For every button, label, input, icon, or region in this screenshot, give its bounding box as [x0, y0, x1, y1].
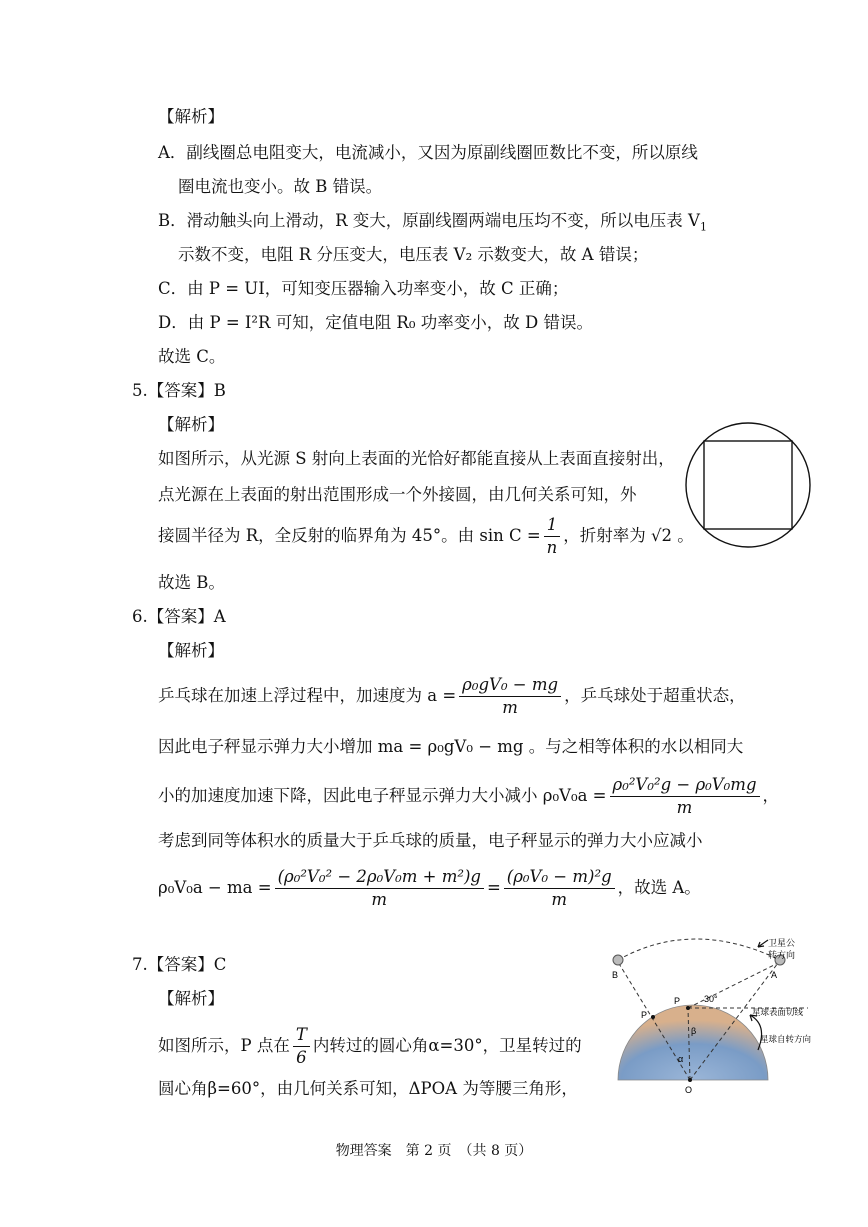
q6-jiexi-label: 【解析】: [158, 641, 224, 660]
q7-line1: [158, 1024, 582, 1069]
q5-jiexi-label: 【解析】: [158, 415, 224, 434]
q6-fraction-1: [459, 674, 561, 719]
label-beta: β: [691, 1026, 697, 1036]
q4-jiexi-label: 【解析】: [158, 107, 224, 126]
q6-line3-text-b: ，: [762, 786, 780, 805]
q6-fraction-1-den: m: [502, 698, 518, 717]
q5-fraction-den: n: [546, 538, 558, 557]
q6-fraction-2-den: m: [676, 798, 693, 817]
annotation-tangent: 星球表面切线: [752, 1007, 804, 1017]
q6-line1-text-a: 乒乓球在加速上浮过程中，加速度为 a =: [158, 686, 457, 705]
q6-line5: [158, 866, 701, 911]
point-O: [688, 1078, 692, 1082]
q7-line1-text-a: 如图所示，P 点在: [158, 1036, 290, 1055]
q4-option-b-sub: 1: [699, 220, 707, 234]
q6-line4: 考虑到同等体积水的质量大于乒乓球的质量，电子秤显示的弹力大小应减小: [158, 831, 703, 850]
label-P: P: [674, 996, 681, 1006]
q4-option-a-line2: 圈电流也变小。故 B 错误。: [178, 177, 383, 196]
satellite-B: [613, 955, 623, 965]
q5-line3-text-b: ，折射率为 √2 。: [563, 526, 694, 545]
q6-line3: [158, 774, 779, 819]
q4-option-c: C．由 P = UI，可知变压器输入功率变小，故 C 正确；: [158, 279, 569, 298]
q6-fraction-4-den: m: [551, 890, 568, 909]
q6-answer: 6.【答案】A: [132, 607, 226, 626]
q7-line1-text-b: 内转过的圆心角α=30°，卫星转过的: [312, 1036, 582, 1055]
q5-line3-text-a: 接圆半径为 R，全反射的临界角为 45°。由 sin C =: [158, 526, 541, 545]
satellite-orbit-arc: [618, 939, 780, 960]
q6-line2: 因此电子秤显示弹力大小增加 ma = ρ₀gV₀ − mg 。与之相等体积的水以相同大: [158, 737, 744, 756]
annotation-revolution-1: 卫星公: [768, 938, 796, 948]
q6-fraction-3: [275, 866, 484, 911]
label-P-initial: P: [641, 1010, 648, 1020]
q6-line3-text-a: 小的加速度加速下降，因此电子秤显示弹力大小减小 ρ₀V₀a =: [158, 786, 607, 805]
q6-fraction-3-num: (ρ₀²V₀² − 2ρ₀V₀m + m²)g: [275, 866, 484, 889]
q5-answer: 5.【答案】B: [132, 381, 226, 400]
q4-option-b-line2: 示数不变，电阻 R 分压变大，电压表 V₂ 示数变大，故 A 错误；: [178, 245, 649, 264]
point-P-initial: [651, 1015, 655, 1019]
q7-jiexi-label: 【解析】: [158, 989, 224, 1008]
q5-conclusion: 故选 B。: [158, 573, 225, 592]
inscribed-square: [704, 441, 792, 529]
label-B: B: [612, 970, 619, 980]
label-30-degrees: 30°: [704, 994, 718, 1004]
q6-line1: [158, 674, 746, 719]
q6-fraction-4: [504, 866, 615, 911]
q5-fraction-num: 1: [544, 514, 561, 537]
q6-fraction-2-num: ρ₀²V₀²g − ρ₀V₀mg: [610, 774, 760, 797]
q7-fraction-num: T: [293, 1024, 310, 1047]
q6-line1-text-b: ，乒乓球处于超重状态，: [564, 686, 746, 705]
q6-fraction-4-num: (ρ₀V₀ − m)²g: [504, 866, 615, 889]
point-P: [686, 1006, 690, 1010]
q6-line5-text-b: ，故选 A。: [617, 878, 701, 897]
q7-line2: 圆心角β=60°，由几何关系可知，ΔPOA 为等腰三角形，: [158, 1079, 578, 1098]
annotation-revolution-2: 转方向: [768, 950, 796, 960]
q5-line1: 如图所示，从光源 S 射向上表面的光恰好都能直接从上表面直接射出，: [158, 449, 675, 468]
q6-fraction-1-num: ρ₀gV₀ − mg: [459, 674, 561, 697]
page-footer: 物理答案 第 2 页 （共 8 页）: [335, 1143, 533, 1159]
q5-line2: 点光源在上表面的射出范围形成一个外接圆，由几何关系可知，外: [158, 485, 637, 504]
q5-fraction: [544, 514, 561, 559]
q7-fraction-den: 6: [296, 1048, 307, 1067]
q6-fraction-2: [610, 774, 760, 819]
q4-option-b-line1: [158, 210, 707, 238]
label-A: A: [771, 970, 778, 980]
line-P-A: [688, 963, 778, 1008]
q4-option-b-text: B．滑动触头向上滑动，R 变大，原副线圈两端电压均不变，所以电压表 V: [158, 211, 700, 230]
q7-satellite-figure: [608, 930, 848, 1100]
q6-line5-equals: =: [486, 878, 501, 897]
q5-line3: [158, 514, 694, 559]
q4-conclusion: 故选 C。: [158, 347, 226, 366]
q5-circle-square-figure: [683, 420, 813, 550]
q7-answer: 7.【答案】C: [132, 955, 227, 974]
label-alpha: α: [678, 1054, 684, 1064]
q4-option-a-line1: A．副线圈总电阻变大，电流减小，又因为原副线圈匝数比不变，所以原线: [158, 143, 698, 162]
q6-line5-text-a: ρ₀V₀a − ma =: [158, 878, 272, 897]
q7-fraction: [293, 1024, 310, 1069]
annotation-rotation: 星球自转方向: [760, 1034, 812, 1044]
label-O: O: [685, 1085, 693, 1095]
q6-fraction-3-den: m: [371, 890, 388, 909]
q4-option-d: D．由 P = I²R 可知，定值电阻 R₀ 功率变小，故 D 错误。: [158, 313, 593, 332]
